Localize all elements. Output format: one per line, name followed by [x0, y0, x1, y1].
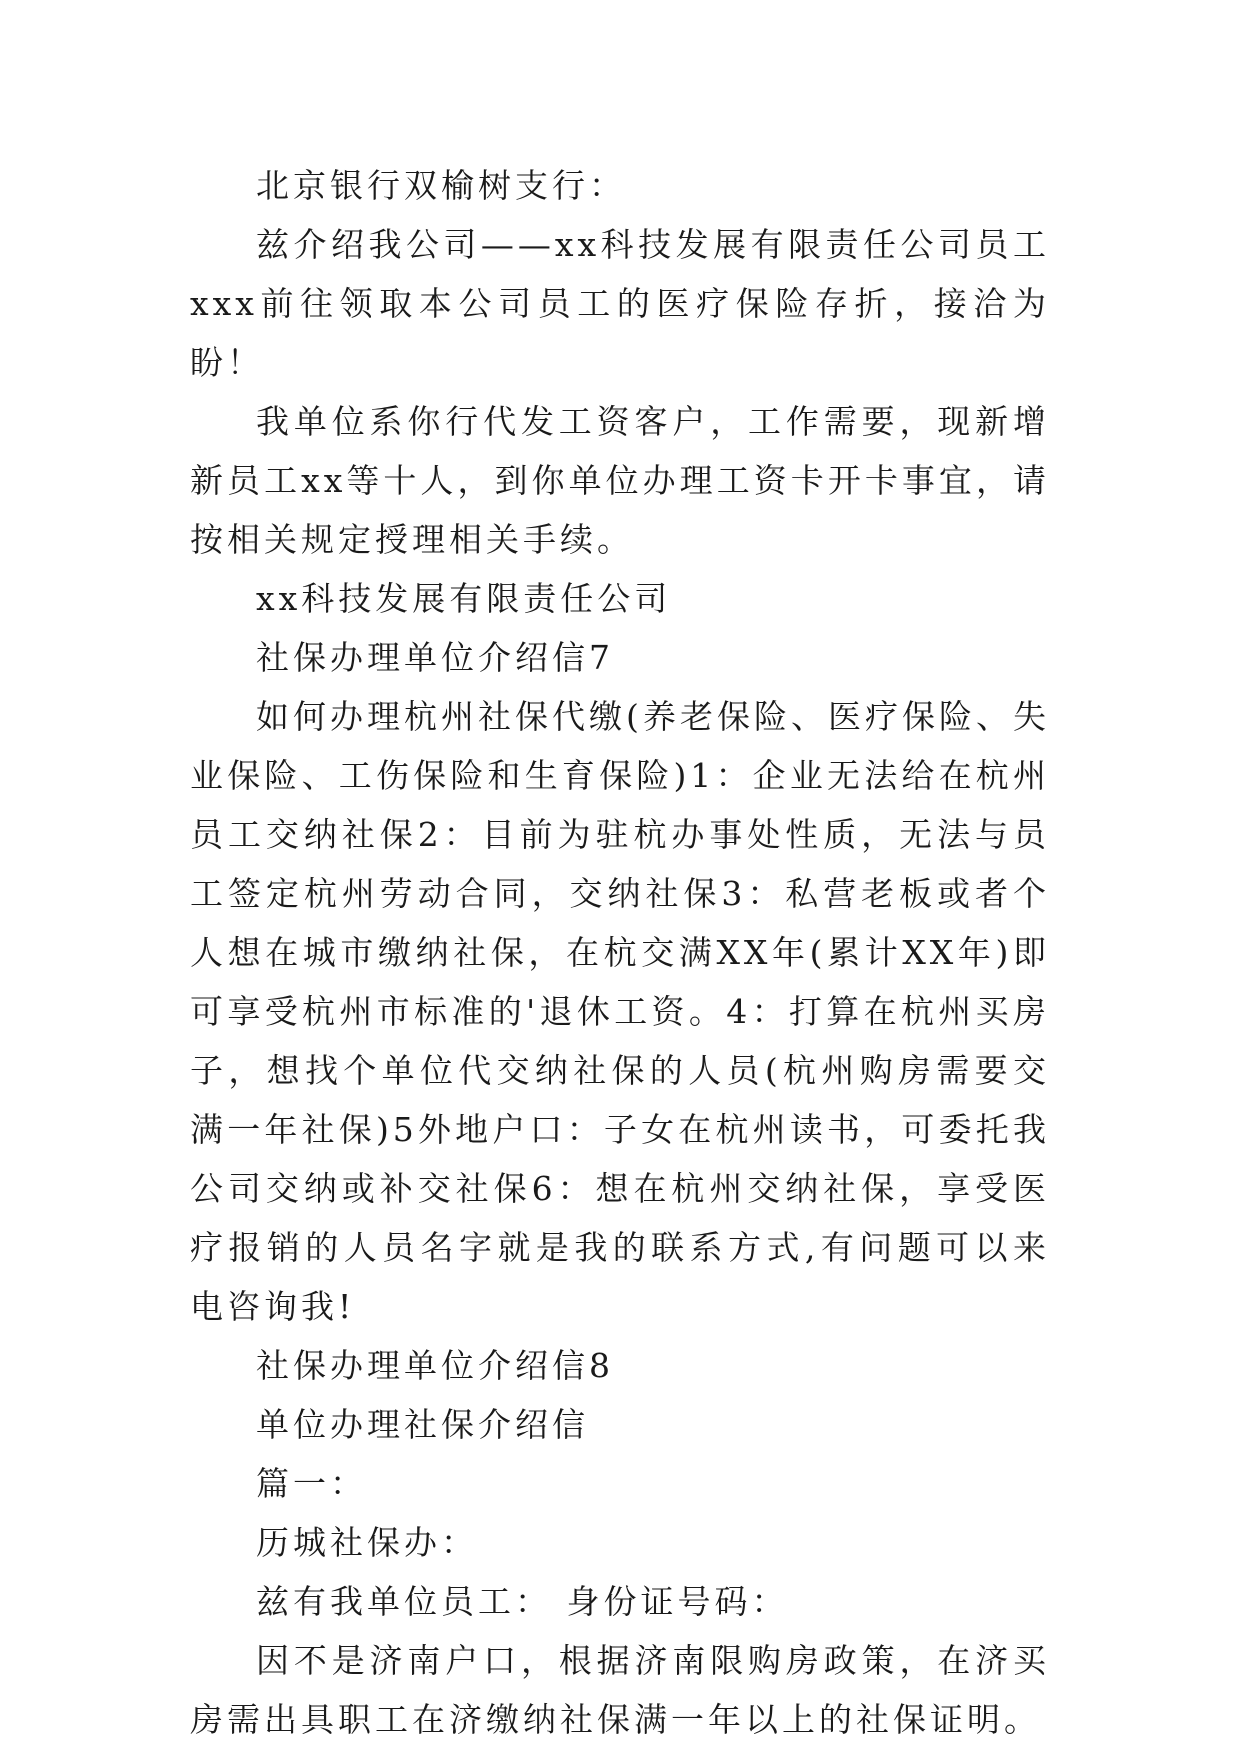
company-signature: xx科技发展有限责任公司 [256, 579, 672, 618]
recipient-line: 历城社保办： [256, 1523, 478, 1562]
section-heading-7: 社保办理单位介绍信7 [256, 638, 614, 677]
purchase-reason-paragraph: 因不是济南户口，根据济南限购房政策，在济买房需出具职工在济缴纳社保满一年以上的社保证明。 [190, 1641, 1050, 1739]
payroll-card-paragraph: 我单位系你行代发工资客户，工作需要，现新增新员工xx等十人，到你单位办理工资卡开卡事宜，请按相关规定授理相关手续。 [190, 402, 1050, 559]
part-label: 篇一： [256, 1464, 367, 1503]
document-body [190, 156, 1050, 1749]
introduction-paragraph: 兹介绍我公司——xx科技发展有限责任公司员工xxx前往领取本公司员工的医疗保险存折，接洽为盼！ [190, 225, 1050, 382]
employee-id-line: 兹有我单位员工： 身份证号码： [256, 1582, 789, 1621]
section-heading-8: 社保办理单位介绍信8 [256, 1346, 614, 1385]
addressee-line: 北京银行双榆树支行： [256, 166, 626, 205]
letter-title: 单位办理社保介绍信 [256, 1405, 589, 1444]
hangzhou-social-security-paragraph: 如何办理杭州社保代缴(养老保险、医疗保险、失业保险、工伤保险和生育保险)1：企业无法给在杭州员工交纳社保2：目前为驻杭办事处性质，无法与员工签定杭州劳动合同，交纳社保3：私营老板或者个人想在城市缴纳社保，在杭交满XX年(累计XX年)即可享受杭州市标准的'退休工资。4：打算在杭州买房子，想找个单位代交纳社保的人员(杭州购房需要交满一年社保)5外地户口：子女在杭州读书，可委托我公司交纳或补交社保6：想在杭州交纳社保，享受医疗报销的人员名字就是我的联系方式,有问题可以来电咨询我! [190, 697, 1050, 1326]
